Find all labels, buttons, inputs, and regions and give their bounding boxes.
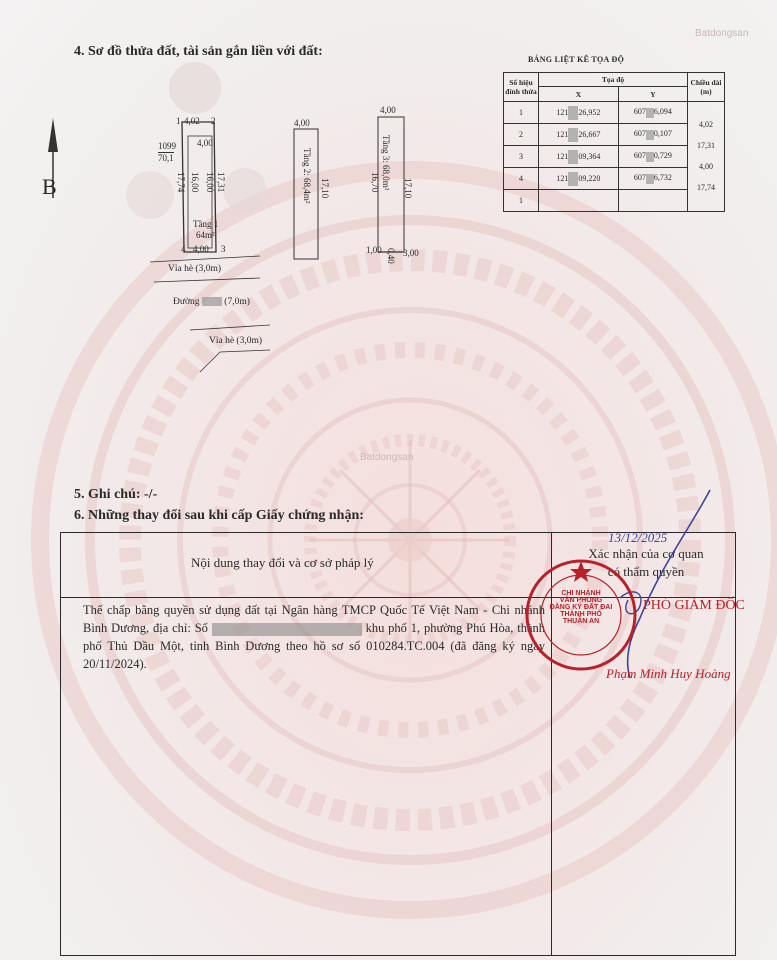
section-5-title: 5. Ghi chú: -/- [74, 487, 158, 502]
sidewalk-top-label: Vỉa hè (3,0m) [168, 264, 222, 274]
parcel-number: 1099 [158, 141, 176, 151]
top-width: 4,02 [184, 116, 200, 126]
row-point: 3 [504, 146, 539, 168]
redaction-bar [212, 623, 362, 636]
length-3-4: 4,00 [699, 162, 713, 171]
col-y-header: Y [618, 87, 687, 102]
row-y: 607 0,729 [618, 146, 687, 168]
north-label: B [42, 174, 57, 199]
coord-table-title: BẢNG LIỆT KÊ TỌA ĐỘ [528, 55, 625, 64]
section-4-title: 4. Sơ đồ thửa đất, tài sản gắn liền với đất: [74, 44, 323, 59]
land-plot-diagram [150, 110, 270, 280]
floor3-length-left: 16,70 [370, 172, 380, 193]
row-y [618, 190, 687, 212]
row-x: 121 09,364 [539, 146, 619, 168]
watermark-logo: Batdongsan [695, 28, 749, 39]
entry-text-part2: khu phố 1, phường Phú Hòa, thành phố Thủ Dầu Một, tỉnh Bình Dương theo hồ sơ số 010284.TC.004 (đã đăng ký ngày 20/11/2024). [83, 621, 546, 671]
row-point: 4 [504, 168, 539, 190]
col-coord-header: Tọa độ [539, 73, 688, 87]
length-2-3: 17,31 [697, 141, 715, 150]
length-1-2: 4,02 [699, 120, 713, 129]
floor3-width: 4,00 [380, 105, 396, 115]
sidewalk-bottom-label: Vỉa hè (3,0m) [209, 336, 263, 346]
row-point: 1 [504, 190, 539, 212]
row-x: 121 09,220 [539, 168, 619, 190]
floor3-length-right: 17,10 [403, 178, 413, 199]
corner-4: 4 [181, 244, 186, 254]
row-y: 607 6,732 [618, 168, 687, 190]
floor1-label: Tầng 1 [193, 219, 219, 229]
floor2-width: 4,00 [294, 118, 310, 128]
corner-2: 2 [211, 116, 216, 126]
bottom-width: 4,00 [193, 244, 209, 254]
handwritten-date: 13/12/2025 [608, 530, 668, 545]
parcel-area: 70,1 [158, 153, 174, 163]
floor2-label: Tầng 2: 68,4m² [302, 148, 312, 204]
entry-text-part1: Thế chấp bằng quyền sử dụng đất tại Ngân hàng TMCP Quốc Tế Việt Nam - Chi nhánh Bình Dương, địa chỉ: Số [83, 603, 545, 635]
corner-3: 3 [221, 244, 226, 254]
inner-right-length: 16,00 [205, 172, 215, 193]
stamp-text: CHI NHÁNH VĂN PHÒNG ĐĂNG KÝ ĐẤT ĐAI THÀNH PHỐ THUẬN AN [549, 590, 613, 625]
right-length: 17,31 [216, 172, 226, 193]
mortgage-entry [83, 601, 545, 673]
inner-left-length: 16,00 [190, 172, 200, 193]
floor3-label: Tầng 3: 68,0m² [381, 135, 391, 191]
floor2-length: 17,10 [320, 178, 330, 199]
row-point: 1 [504, 102, 539, 124]
row-y: 607 6,094 [618, 102, 687, 124]
corner-1: 1 [176, 116, 181, 126]
row-x: 121 26,667 [539, 124, 619, 146]
confirm-header-line1: Xác nhận của cơ quan [588, 546, 704, 561]
section-6-title: 6. Những thay đổi sau khi cấp Giấy chứng nhận: [74, 508, 364, 523]
confirm-header-line2: có thẩm quyền [607, 564, 685, 579]
signer-title: PHÓ GIÁM ĐỐC [643, 598, 745, 613]
floor3-dim-left: 1,00 [366, 245, 382, 255]
row-x [539, 190, 619, 212]
floor3-dim-mid: 0,40 [386, 248, 396, 264]
floor3-dim-right: 3,00 [403, 248, 419, 258]
road-lines [150, 270, 290, 380]
watermark-logo-center: Batdongsan [360, 452, 414, 463]
content-column-header: Nội dung thay đổi và cơ sở pháp lý [191, 555, 374, 570]
inner-top-width: 4,00 [197, 138, 213, 148]
col-x-header: X [539, 87, 619, 102]
signer-name: Phạm Minh Huy Hoàng [606, 666, 731, 681]
redaction-bar [202, 297, 222, 306]
col-point-header: Số hiệu đỉnh thửa [504, 73, 539, 102]
left-length: 17,74 [176, 172, 186, 193]
lengths-cell [688, 102, 725, 212]
col-length-header: Chiều dài (m) [688, 73, 725, 102]
road-label: Đường (7,0m) [173, 297, 250, 307]
row-x: 121 26,952 [539, 102, 619, 124]
length-4-1: 17,74 [697, 183, 715, 192]
row-point: 2 [504, 124, 539, 146]
floor1-area: 64m² [196, 230, 215, 240]
coordinate-table [503, 72, 725, 212]
row-y: 607 0,107 [618, 124, 687, 146]
